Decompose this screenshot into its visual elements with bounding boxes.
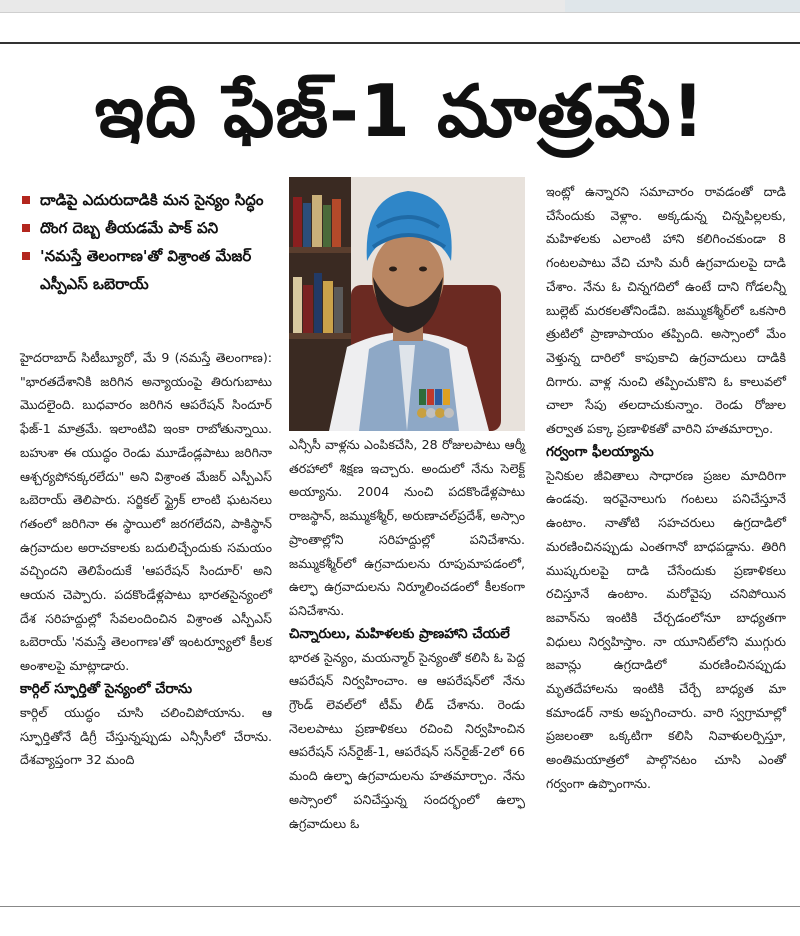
article-paragraph: సైనికుల జీవితాలు సాధారణ ప్రజల మాదిరిగా ఉండవు. ఇరవైనాలుగు గంటలు పనిచేస్తూనే ఉంటాం. నాతోటి సహచరులు ఉగ్రదాడిలో మరణించినప్పుడు ఎంతగానో బాధపడ్డాను. తిరిగి ముష్కరులపై దాడి చేసేందుకు ప్రణాళికలు రచిస్తూనే ఉంటాం. మరోవైపు చనిపోయిన జవాన్‌ను ఇంటికి చేర్చడంలోనూ బాధ్యతగా విధులు నిర్వహిస్తాం. నా యూనిట్‌లోని ముగ్గురు జవాన్లు ఉగ్రదాడిలో మరణించినప్పుడు మృతదేహాలను ఇంటికి చేర్చే బాధ్యత మా కమాండర్ నాకు అప్పగించారు. వారి స్వగ్రామాల్లో ప్రజలంతా ఒక్కటిగా కలిసి నివాళులర్పిస్తూ, అంతిమయాత్రలో పాల్గొనటం చూసి ఎంతో గర్వంగా ఉప్పొంగాను. — [546, 467, 786, 791]
article-paragraph: కార్గిల్ యుద్ధం చూసి చలించిపోయాను. ఆ స్ఫూర్తితోనే డిగ్రీ చేస్తున్నప్పుడు ఎన్సీసీలో చేరాను. దేశవ్యాప్తంగా 32 మంది — [20, 704, 272, 768]
portrait-photo — [289, 177, 525, 431]
top-strip — [0, 0, 800, 13]
section-subhead: కార్గిల్ స్ఫూర్తితో సైన్యంలో చేరాను — [20, 680, 193, 697]
highlight-item: దాడిపై ఎదురుదాడికి మన సైన్యం సిద్ధం — [20, 186, 282, 214]
section-subhead: చిన్నారులు, మహిళలకు ప్రాణహాని చేయలే — [289, 625, 510, 642]
highlight-item: 'నమస్తే తెలంగాణ'తో విశ్రాంత మేజర్ ఎస్పీఎస్ ఒబెరాయ్ — [20, 242, 282, 298]
headline: ఇది ఫేజ్-1 మాత్రమే! — [94, 69, 706, 153]
article-paragraph: ఎన్సీసీ వాళ్లను ఎంపికచేసి, 28 రోజులపాటు ఆర్మీ తరహాలో శిక్షణ ఇచ్చారు. అందులో నేను సెలెక్ట్ అయ్యాను. 2004 నుంచి పదకొండేళ్లపాటు రాజస్థాన్, జమ్ముకశ్మీర్, అరుణాచల్‌ప్రదేశ్, అస్సాం ప్రాంతాల్లోని సరిహద్దుల్లో పనిచేశాను. జమ్ముకశ్మీర్‌లో ఉగ్రవాదులను రూపుమాపడంలో, ఉల్ఫా ఉగ్రవాదులను నిర్మూలించడంలో కీలకంగా పనిచేశాను. — [289, 437, 525, 618]
highlights-list — [20, 186, 282, 298]
article-paragraph: హైదరాబాద్ సిటీబ్యూరో, మే 9 (నమస్తే తెలంగాణ): "భారతదేశానికి జరిగిన అన్యాయంపై తిరుగుబాటు మొదలైంది. బుధవారం జరిగిన ఆపరేషన్ సిందూర్ ఫేజ్-1 మాత్రమే. ఇలాంటివి ఇంకా రాబోతున్నాయి. బహుశా ఈ యుద్ధం రెండు మూడేండ్లపాటు జరిగినా ఆశ్చర్యపోనక్కరలేదు" అని విశ్రాంత మేజర్ ఎస్పీఎస్ ఒబెరాయ్ తెలిపారు. సర్జికల్ స్ట్రైక్ లాంటి ఘటనలు గతంలో జరిగినా ఈ స్థాయిలో జరగలేదని, పాకిస్థాన్ ఉగ్రవాదుల అరాచకాలకు బదులిచ్చేందుకు సమయం వచ్చిందని తెలిపేందుకే 'ఆపరేషన్ సిందూర్' అని ఆయన చెప్పారు. పదకొండేళ్లపాటు భారతసైన్యంలో దేశ సరిహద్దుల్లో సేవలందించిన విశ్రాంత ఎస్పీఎస్ ఒబెరాయ్ 'నమస్తే తెలంగాణ'తో ఇంటర్వ్యూలో కీలక అంశాలపై మాట్లాడారు. — [20, 350, 272, 674]
section-subhead: గర్వంగా ఫీలయ్యాను — [546, 443, 654, 460]
top-rule — [0, 42, 800, 44]
portrait-illustration — [289, 177, 525, 431]
article-paragraph: భారత సైన్యం, మయన్మార్ సైన్యంతో కలిసి ఓ పెద్ద ఆపరేషన్ నిర్వహించాం. ఆ ఆపరేషన్‌లో నేను గ్రౌండ్ లెవల్‌లో టీమ్ లీడ్ చేశాను. రెండు నెలలపాటు ప్రణాళికలు రచించి నిర్వహించిన ఆపరేషన్ సన్‌రైజ్-1, ఆపరేషన్ సన్‌రైజ్-2లో 66 మంది ఉల్ఫా ఉగ్రవాదులను హతమార్చాం. నేను అస్సాంలో పనిచేస్తున్న సందర్భంలో ఉల్ఫా ఉగ్రవాదులు ఓ — [289, 649, 525, 831]
article-paragraph: ఇంట్లో ఉన్నారని సమాచారం రావడంతో దాడి చేసేందుకు వెళ్లాం. అక్కడున్న చిన్నపిల్లలకు, మహిళలకు ఎలాంటి హాని కలిగించకుండా 8 గంటలపాటు వేచి చూసి మరీ ఉగ్రవాదులపై దాడి చేశాం. నేను ఓ చిన్నగదిలో ఉంటే దాని గోడలన్నీ బుల్లెట్ మరకలతోనిండేవి. జమ్ముకశ్మీర్‌లో ఒకసారి త్రుటిలో ప్రాణాపాయం తప్పింది. అస్సాంలో మేం వెళ్తున్న దారిలో కాపుకాచి ఉగ్రవాదులు దాడికి దిగారు. వాళ్ల నుంచి తప్పించుకొని ఓ కాలువలో చాలా సేపు తలదాచుకున్నాం. రెండు రోజుల తర్వాత పక్కా ప్రణాళికతో వారిని హతమార్చాం. — [546, 184, 786, 437]
article-column-2 — [289, 433, 525, 835]
bottom-rule — [0, 906, 800, 907]
article-column-3 — [546, 180, 786, 796]
article-column-1 — [20, 346, 272, 772]
top-strip-tab — [565, 0, 800, 12]
highlight-item: దొంగ దెబ్బ తీయడమే పాక్ పని — [20, 214, 282, 242]
